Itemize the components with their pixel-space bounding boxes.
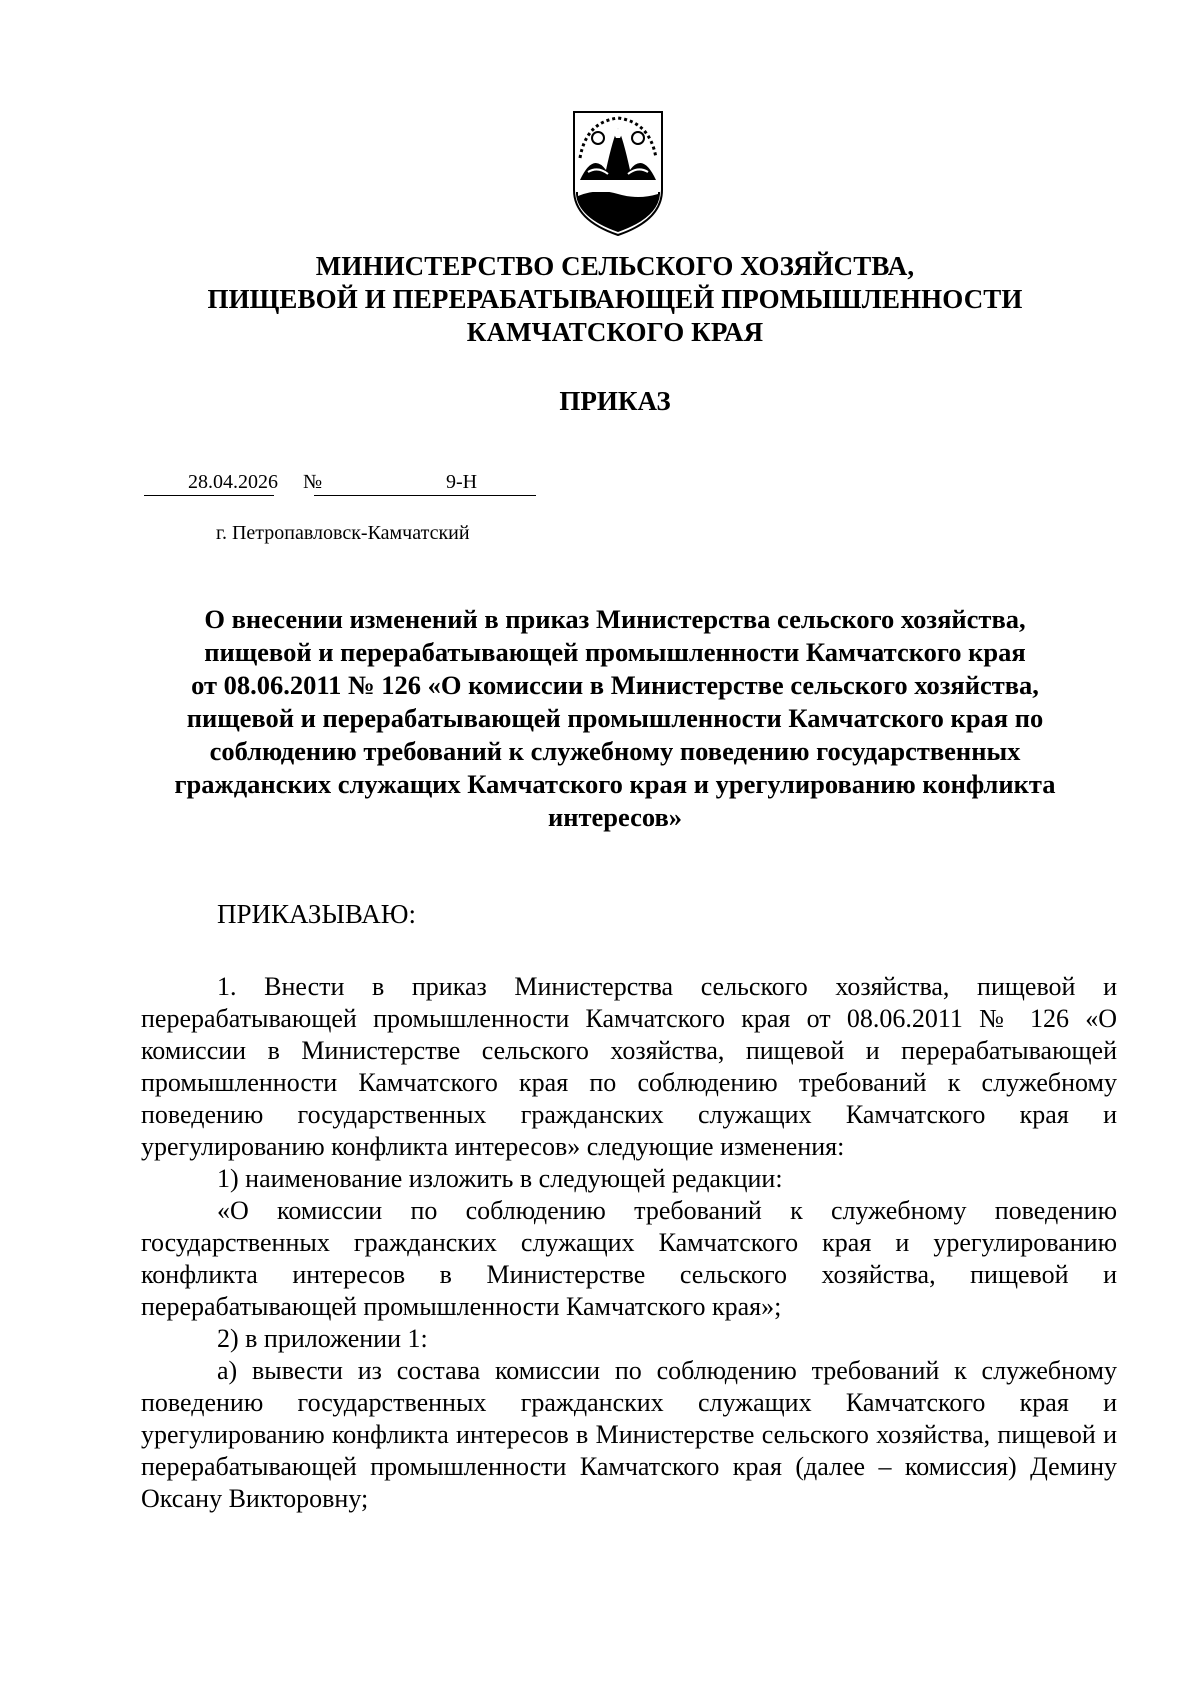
document-number: 9-Н: [446, 471, 478, 493]
subject-line: гражданских служащих Камчатского края и урегулированию конфликта: [174, 769, 1056, 799]
ministry-name-line-2: ПИЩЕВОЙ И ПЕРЕРАБАТЫВАЮЩЕЙ ПРОМЫШЛЕННОСТИ: [207, 284, 1023, 314]
number-underline: [314, 469, 536, 496]
document-subject: [140, 603, 1090, 834]
ministry-name-line-1: МИНИСТЕРСТВО СЕЛЬСКОГО ХОЗЯЙСТВА,: [315, 251, 915, 281]
subject-line: интересов»: [547, 802, 683, 832]
document-type: ПРИКАЗ: [559, 386, 671, 416]
ministry-header: [140, 250, 1090, 349]
paragraph-subitem-2: 2) в приложении 1:: [217, 1324, 428, 1353]
paragraph-subitem-1: 1) наименование изложить в следующей редакции:: [217, 1164, 783, 1193]
number-label: №: [303, 471, 323, 493]
subject-line: соблюдению требований к служебному поведению государственных: [209, 736, 1021, 766]
paragraph-quote: «О комиссии по соблюдению требований к служебному поведению государственных гражданских служащих Камчатского края и урегулированию конфликта интересов в Министерстве сельского хозяйства, пищевой и перерабатывающей промышленности Камчатского края»;: [141, 1196, 1117, 1321]
coat-of-arms-icon: [568, 108, 668, 238]
city: г. Петропавловск-Камчатский: [216, 522, 470, 544]
document-body: [141, 971, 1117, 1515]
paragraph-item-1: 1. Внести в приказ Министерства сельского хозяйства, пищевой и перерабатывающей промышленности Камчатского края от 08.06.2011 № 126 «О комиссии в Министерстве сельского хозяйства, пищевой и перерабатывающей промышленности Камчатского края по соблюдению требований к служебному поведению государственных гражданских служащих Камчатского края и урегулированию конфликта интересов» следующие изменения:: [141, 972, 1117, 1161]
subject-line: пищевой и перерабатывающей промышленности Камчатского края: [204, 637, 1026, 667]
subject-line: О внесении изменений в приказ Министерства сельского хозяйства,: [204, 604, 1026, 634]
document-date: 28.04.2026: [188, 471, 278, 493]
subject-line: от 08.06.2011 № 126 «О комиссии в Министерстве сельского хозяйства,: [191, 670, 1039, 700]
date-number-line: [154, 470, 580, 496]
ministry-name-line-3: КАМЧАТСКОГО КРАЯ: [466, 317, 764, 347]
order-word: ПРИКАЗЫВАЮ:: [217, 899, 416, 929]
paragraph-subitem-a: а) вывести из состава комиссии по соблюдению требований к служебному поведению государственных гражданских служащих Камчатского края и урегулированию конфликта интересов в Министерстве сельского хозяйства, пищевой и перерабатывающей промышленности Камчатского края (далее – комиссия) Демину Оксану Викторовну;: [141, 1356, 1117, 1513]
subject-line: пищевой и перерабатывающей промышленности Камчатского края по: [186, 703, 1044, 733]
